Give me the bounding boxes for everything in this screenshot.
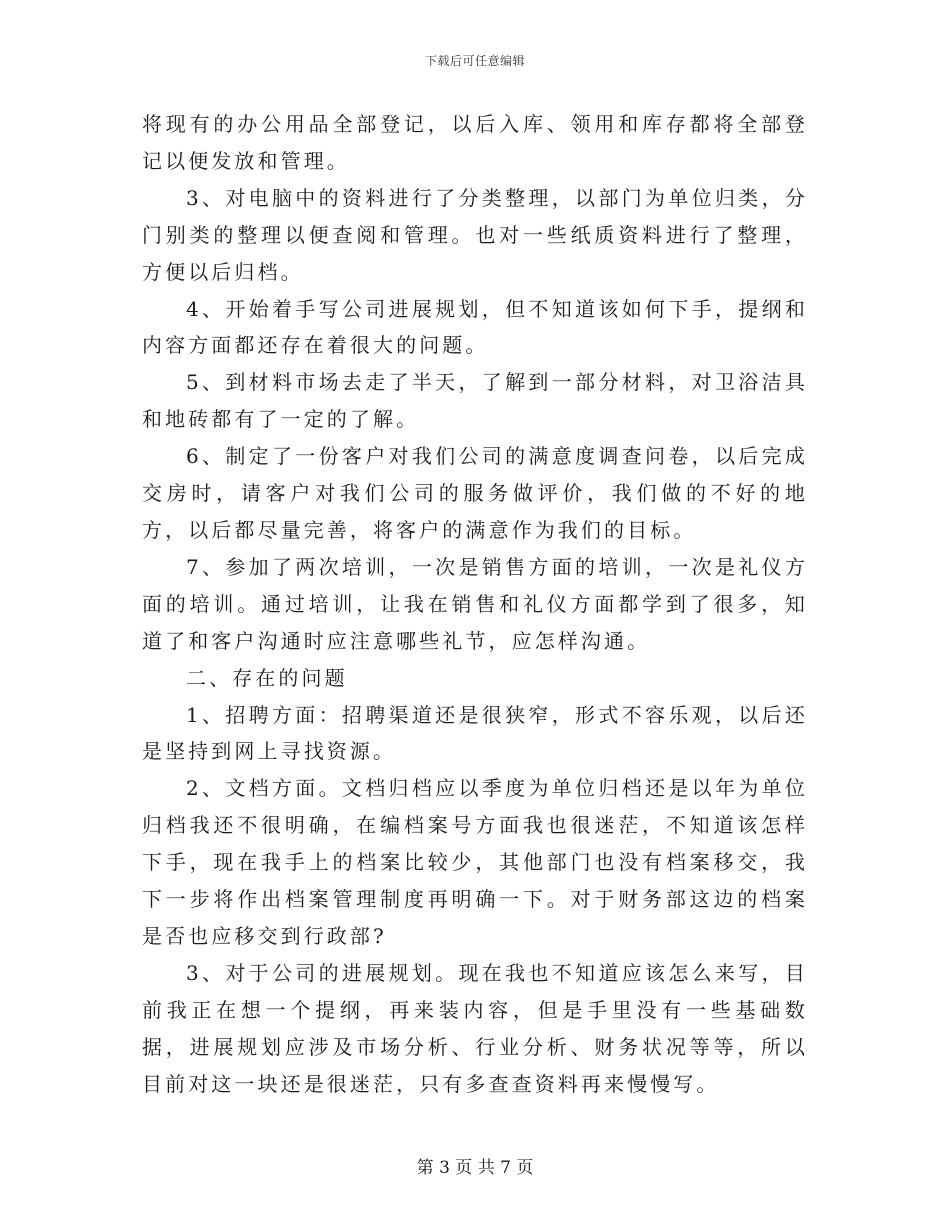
current-page-number: 3 xyxy=(439,1158,450,1178)
document-body xyxy=(142,106,808,1102)
paragraph: 4、开始着手写公司进展规划，但不知道该如何下手，提纲和内容方面都还存在着很大的问题。 xyxy=(142,296,808,358)
total-pages-number: 7 xyxy=(500,1158,511,1178)
page-prefix: 第 xyxy=(416,1158,434,1178)
paragraph: 将现有的办公用品全部登记，以后入库、领用和库存都将全部登记以便发放和管理。 xyxy=(142,112,808,173)
section-heading: 二、存在的问题 xyxy=(186,665,348,690)
paragraph: 2、文档方面。文档归档应以季度为单位归档还是以年为单位归档我还不很明确，在编档案号方面我也很迷茫，不知道该怎样下手，现在我手上的档案比较少，其他部门也没有档案移交，我下一步将作出档案管理制度再明确一下。对于财务部这边的档案是否也应移交到行政部? xyxy=(142,776,808,948)
page-middle: 页 共 xyxy=(455,1158,495,1178)
header-note: 下载后可任意编辑 xyxy=(424,54,525,68)
page-header xyxy=(0,52,950,69)
paragraph: 5、到材料市场去走了半天，了解到一部分材料，对卫浴洁具和地砖都有了一定的了解。 xyxy=(142,370,808,432)
paragraph: 6、制定了一份客户对我们公司的满意度调查问卷，以后完成交房时，请客户对我们公司的服务做评价，我们做的不好的地方，以后都尽量完善，将客户的满意作为我们的目标。 xyxy=(142,444,808,542)
paragraph: 1、招聘方面：招聘渠道还是很狭窄，形式不容乐观，以后还是坚持到网上寻找资源。 xyxy=(142,702,808,764)
page-suffix: 页 xyxy=(516,1158,534,1178)
page-footer xyxy=(0,1153,950,1178)
paragraph: 7、参加了两次培训，一次是销售方面的培训，一次是礼仪方面的培训。通过培训，让我在销售和礼仪方面都学到了很多，知道了和客户沟通时应注意哪些礼节，应怎样沟通。 xyxy=(142,554,808,653)
paragraph: 3、对于公司的进展规划。现在我也不知道应该怎么来写，目前我正在想一个提纲，再来装内容，但是手里没有一些基础数据，进展规划应涉及市场分析、行业分析、财务状况等等，所以目前对这一块还是很迷茫，只有多查查资料再来慢慢写。 xyxy=(142,960,808,1096)
paragraph: 3、对电脑中的资料进行了分类整理，以部门为单位归类，分门别类的整理以便查阅和管理。也对一些纸质资料进行了整理，方便以后归档。 xyxy=(142,185,808,284)
